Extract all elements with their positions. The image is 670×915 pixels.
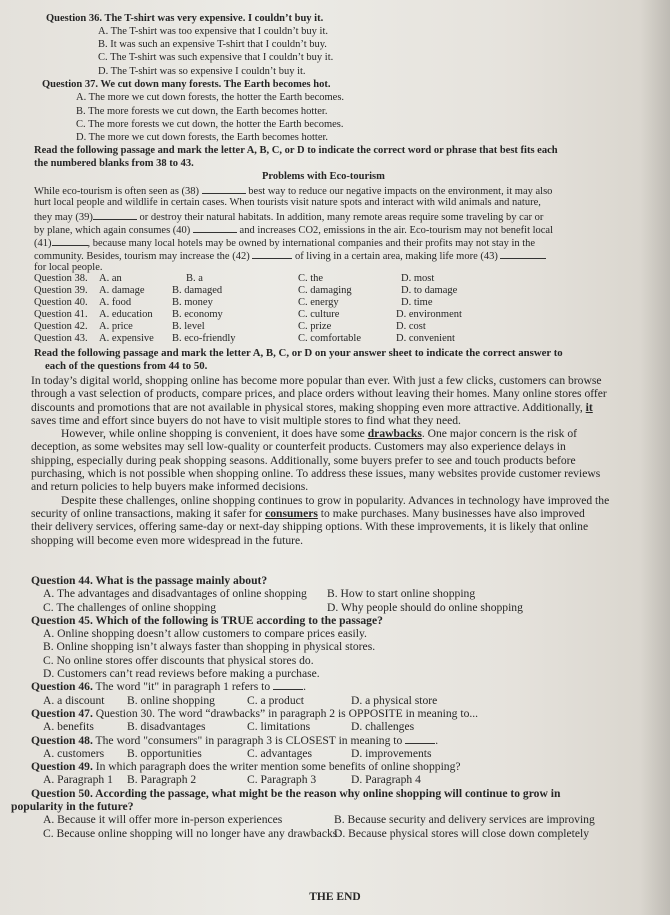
cloze-line-4: by plane, which again consumes (40) and increases CO2, emissions in the air. Eco-tourism may not benefit local xyxy=(34,225,554,236)
q39-option-c: C. damaging xyxy=(298,285,352,296)
q43-option-d: D. convenient xyxy=(396,333,455,344)
q40-option-b: B. money xyxy=(172,297,213,308)
q46-options xyxy=(31,694,651,707)
q50-option-a: A. Because it will offer more in-person experiences xyxy=(43,813,283,827)
cloze-line-2: hurt local people and wildlife in certain cases. When tourists visit nature spots and interact with wild animals and nature, xyxy=(34,197,541,208)
p1-line-1: In today’s digital world, shopping online has become more popular than ever. With just a few clicks, customers can browse xyxy=(31,374,602,387)
q42-label: Question 42. xyxy=(34,321,88,332)
q39-option-a: A. damage xyxy=(99,285,145,296)
blank-42 xyxy=(252,249,292,259)
q49-option-a: A. Paragraph 1 xyxy=(43,773,113,787)
q49-option-d: D. Paragraph 4 xyxy=(351,773,421,787)
blank-40 xyxy=(193,223,237,233)
q40-option-c: C. energy xyxy=(298,297,339,308)
blank-41 xyxy=(52,236,88,246)
p3-line-2: security of online transactions, making it safer for consumers to make purchases. Many businesses have also improved xyxy=(31,506,585,520)
q43-option-c: C. comfortable xyxy=(298,333,361,344)
p1-line-3: discounts and promotions that are not available in physical stores, making shopping even more attractive. Additionally, it xyxy=(31,400,593,414)
cloze-line-5: (41) , because many local hotels may be owned by international companies and their profits may not stay in the xyxy=(34,238,536,249)
cloze-line-3: they may (39) or destroy their natural habitats. In addition, many remote areas require some traveling by car or xyxy=(34,212,544,223)
q49-option-c: C. Paragraph 3 xyxy=(247,773,317,787)
q38-option-a: A. an xyxy=(99,273,122,284)
q45-option-b: B. Online shopping isn’t always faster than shopping in physical stores. xyxy=(43,640,376,654)
q48-option-b: B. opportunities xyxy=(127,746,202,760)
q38-label: Question 38. xyxy=(34,273,88,284)
q38-option-b: B. a xyxy=(186,273,203,284)
question-48-stem: Question 48. The word "consumers" in paragraph 3 is CLOSEST in meaning to . xyxy=(31,733,439,747)
blank-38 xyxy=(202,184,246,194)
q38-option-c: C. the xyxy=(298,273,324,284)
q44-option-c: C. The challenges of online shopping xyxy=(43,600,217,614)
p2-line-2: deception, as some websites may sell low-quality or counterfeit products. Customers may also experience delays in xyxy=(31,440,566,454)
q40-label: Question 40. xyxy=(34,297,88,308)
question-49-stem: Question 49. In which paragraph does the writer mention some benefits of online shopping? xyxy=(31,760,461,774)
q39-option-b: B. damaged xyxy=(172,285,223,296)
question-44-stem: Question 44. What is the passage mainly about? xyxy=(31,574,268,587)
q40-option-a: A. food xyxy=(99,297,132,308)
q44-option-a: A. The advantages and disadvantages of online shopping xyxy=(43,587,307,601)
q49-options xyxy=(31,773,651,786)
q36-option-d: D. The T-shirt was so expensive I couldn’t buy it. xyxy=(98,66,306,77)
p2-line-1: However, while online shopping is convenient, it does have some drawbacks. One major concern is the risk of xyxy=(61,427,578,441)
q37-option-a: A. The more we cut down forests, the hotter the Earth becomes. xyxy=(76,92,345,103)
question-36-stem: Question 36. The T-shirt was very expensive. I couldn’t buy it. xyxy=(46,13,324,24)
q42-option-a: A. price xyxy=(99,321,133,332)
q37-option-b: B. The more forests we cut down, the Earth becomes hotter. xyxy=(76,106,328,117)
cloze-line-7: for local people. xyxy=(34,262,103,273)
q44-option-d: D. Why people should do online shopping xyxy=(327,600,523,614)
reading-instruction-line-1: Read the following passage and mark the letter A, B, C, or D on your answer sheet to indicate the correct answer to xyxy=(34,347,563,359)
q42-option-b: B. level xyxy=(172,321,205,332)
q44-row-2 xyxy=(31,601,651,614)
q37-option-d: D. The more we cut down forests, the Earth becomes hotter. xyxy=(76,132,329,143)
reading-instruction-line-2: each of the questions from 44 to 50. xyxy=(45,360,208,372)
q47-option-b: B. disadvantages xyxy=(127,720,206,734)
p3-line-1: Despite these challenges, online shopping continues to grow in popularity. Advances in technology have improved the xyxy=(61,493,610,507)
q45-option-c: C. No online stores offer discounts that physical stores do. xyxy=(43,653,314,667)
q49-option-b: B. Paragraph 2 xyxy=(127,773,197,787)
q41-option-c: C. culture xyxy=(298,309,340,320)
q46-option-d: D. a physical store xyxy=(351,693,438,707)
cloze-instruction-line-1: Read the following passage and mark the letter A, B, C, or D to indicate the correct word or phrase that best fits each xyxy=(34,145,558,156)
cloze-line-1: While eco-tourism is often seen as (38) best way to reduce our negative impacts on the environment, it may also xyxy=(34,186,553,197)
reading-passage xyxy=(31,374,646,547)
q47-options xyxy=(31,720,651,733)
q42-option-c: C. prize xyxy=(298,321,332,332)
q46-option-a: A. a discount xyxy=(43,693,105,707)
word-consumers: consumers xyxy=(265,506,318,520)
q50-row-2 xyxy=(31,827,651,840)
question-37-stem: Question 37. We cut down many forests. The Earth becomes hot. xyxy=(42,79,331,90)
page-edge-shadow xyxy=(640,0,670,915)
q48-option-a: A. customers xyxy=(43,746,105,760)
question-50-stem-1: Question 50. According the passage, what might be the reason why online shopping will continue to grow in xyxy=(31,786,561,800)
question-45-stem: Question 45. Which of the following is TRUE according to the passage? xyxy=(31,613,383,627)
q36-option-c: C. The T-shirt was such expensive that I couldn’t buy it. xyxy=(98,52,334,63)
q47-option-c: C. limitations xyxy=(247,720,311,734)
p1-line-2: through a vast selection of products, compare prices, and place orders without leaving their homes. Many online stores offer xyxy=(31,387,607,401)
p1-line-4: saves time and effort since buyers do not have to visit multiple stores to find what they need. xyxy=(31,413,461,427)
q41-option-a: A. education xyxy=(99,309,153,320)
blank-43 xyxy=(500,249,546,259)
p2-line-5: and return policies to help buyers make informed decisions. xyxy=(31,480,309,494)
q39-label: Question 39. xyxy=(34,285,88,296)
q44-row-1 xyxy=(31,587,651,600)
q42-option-d: D. cost xyxy=(396,321,426,332)
cloze-title: Problems with Eco-tourism xyxy=(262,171,385,182)
q50-row-1 xyxy=(31,813,651,826)
q50-option-d: D. Because physical stores will close down completely xyxy=(334,826,590,840)
p2-line-3: shipping, especially during peak shopping seasons. Additionally, some buyers prefer to see and touch products before xyxy=(31,453,576,467)
word-drawbacks: drawbacks xyxy=(367,427,422,441)
q43-option-a: A. expensive xyxy=(99,333,154,344)
q48-option-c: C. advantages xyxy=(247,746,313,760)
cloze-instruction-line-2: the numbered blanks from 38 to 43. xyxy=(34,158,194,169)
question-47-stem: Question 47. Question 30. The word “drawbacks” in paragraph 2 is OPPOSITE in meaning to... xyxy=(31,706,479,720)
q44-option-b: B. How to start online shopping xyxy=(327,587,476,601)
q48-options xyxy=(31,747,651,760)
q40-option-d: D. time xyxy=(401,297,433,308)
the-end: THE END xyxy=(309,891,361,903)
q46-option-c: C. a product xyxy=(247,693,304,707)
q46-option-b: B. online shopping xyxy=(127,693,215,707)
q48-option-d: D. improvements xyxy=(351,746,432,760)
q50-option-c: C. Because online shopping will no longer have any drawbacks xyxy=(43,826,338,840)
p2-line-4: purchasing, which is not possible when shopping online. To address these issues, many websites provide customer reviews xyxy=(31,467,601,481)
q39-option-d: D. to damage xyxy=(401,285,458,296)
q37-option-c: C. The more forests we cut down, the hotter the Earth becomes. xyxy=(76,119,344,130)
p3-line-4: shopping will become even more widespread in the future. xyxy=(31,533,304,547)
blank-39 xyxy=(93,210,137,220)
q41-option-b: B. economy xyxy=(172,309,223,320)
question-50-stem-2: popularity in the future? xyxy=(11,800,134,814)
q45-option-a: A. Online shopping doesn’t allow customers to compare prices easily. xyxy=(43,627,367,641)
q36-option-a: A. The T-shirt was too expensive that I couldn’t buy it. xyxy=(98,26,329,37)
questions-44-50 xyxy=(11,574,651,840)
q47-option-a: A. benefits xyxy=(43,720,94,734)
q36-option-b: B. It was such an expensive T-shirt that I couldn’t buy. xyxy=(98,39,327,50)
word-it: it xyxy=(585,400,593,414)
q38-option-d: D. most xyxy=(401,273,435,284)
q50-option-b: B. Because security and delivery services are improving xyxy=(334,813,595,827)
q41-option-d: D. environment xyxy=(396,309,462,320)
q45-option-d: D. Customers can’t read reviews before making a purchase. xyxy=(43,667,320,681)
p3-line-3: their delivery services, offering same-day or next-day shipping options. With these improvements, it is likely that online xyxy=(31,520,589,534)
cloze-line-6: community. Besides, tourism may increase the (42) of living in a certain area, making life more (43) xyxy=(34,249,546,264)
q43-label: Question 43. xyxy=(34,333,88,344)
q47-option-d: D. challenges xyxy=(351,720,415,734)
question-46-stem: Question 46. The word "it" in paragraph 1 refers to . xyxy=(31,680,306,694)
q43-option-b: B. eco-friendly xyxy=(172,333,236,344)
q41-label: Question 41. xyxy=(34,309,88,320)
